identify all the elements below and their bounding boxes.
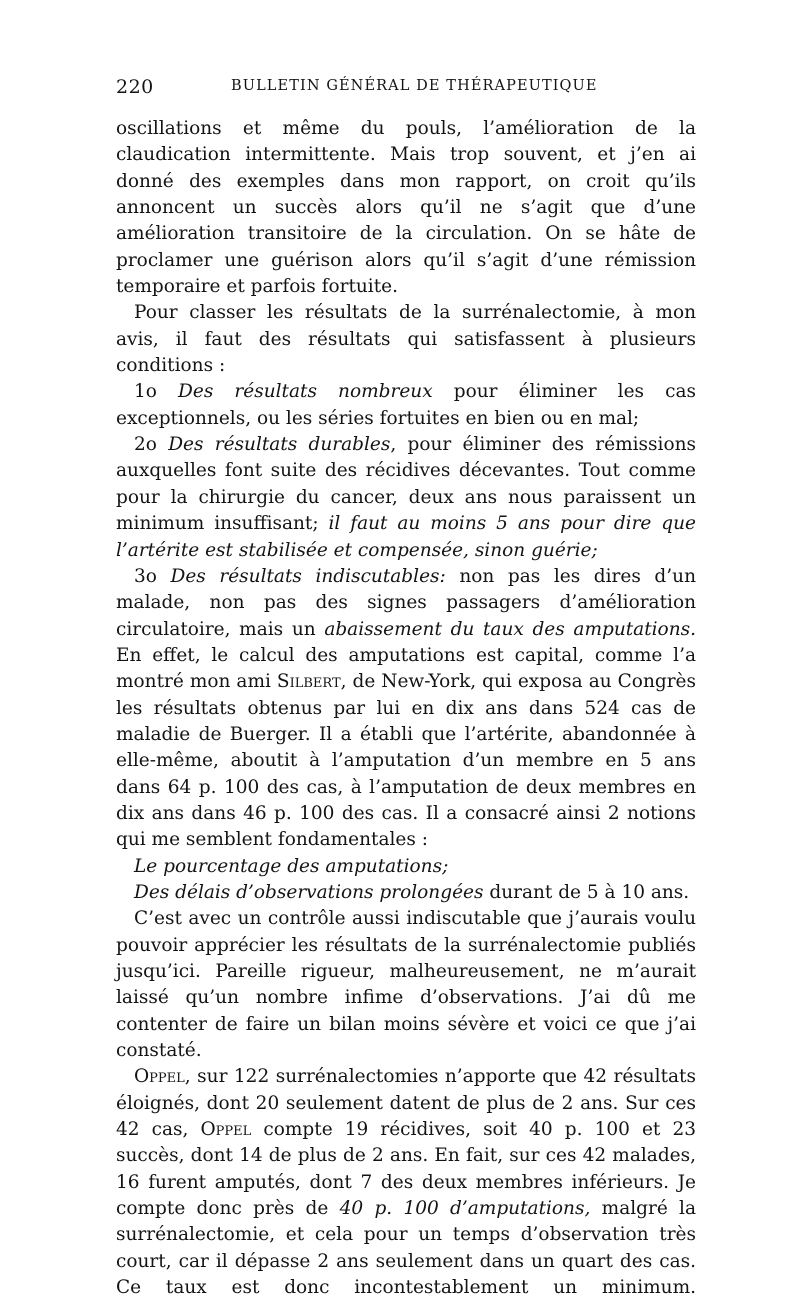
notion-2	[116, 880, 696, 906]
author-name-silbert: Silbert	[276, 671, 341, 693]
paragraph-9-text-3: malgré la surrénalectomie, et cela pour un temps d’observation très court, car il dépasse 2 ans seulement dans un quart des cas. Ce taux est donc incontestablement un minimum.	[116, 1198, 697, 1299]
page-header	[116, 76, 696, 102]
condition-3-title: Des résultats indiscutables:	[170, 565, 446, 587]
notion-1	[116, 854, 696, 880]
condition-1-title: Des résultats nombreux	[178, 381, 433, 403]
condition-1-text: pour éliminer les cas exceptionnels, ou les séries fortuites en bien ou en mal;	[116, 381, 697, 429]
author-name-oppel-2: Oppel	[200, 1119, 252, 1141]
condition-3-text-2: En effet, le calcul des amputations est capital, comme l’a montré mon ami	[116, 644, 696, 693]
condition-3-text-1: non pas les dires d’un malade, non pas des signes passagers d’amélioration circulatoire, mais un	[116, 565, 696, 640]
condition-3-number: 3o	[134, 565, 157, 587]
notion-2-title: Des délais d’observations prolongées	[134, 881, 484, 903]
condition-2	[116, 432, 696, 564]
body-text	[116, 116, 696, 1301]
condition-3-emphasis: abaissement du taux des amputations.	[324, 618, 696, 640]
condition-1-number: 1o	[134, 381, 157, 403]
notion-1-text: Le pourcentage des amputations;	[134, 855, 449, 877]
paragraph-2: Pour classer les résultats de la surrénalectomie, à mon avis, il faut des résultats qui satisfassent à plusieurs conditions :	[116, 302, 696, 377]
paragraph-9-text-2: compte 19 récidives, soit 40 p. 100 et 23 succès, dont 14 de plus de 2 ans. En fait, sur ces 42 malades, 16 furent amputés, dont 7 des deux membres inférieurs. Je compte donc près de	[116, 1119, 696, 1220]
condition-2-number: 2o	[134, 434, 157, 456]
notion-2-text: durant de 5 à 10 ans.	[483, 881, 690, 903]
paragraph-8: C’est avec un contrôle aussi indiscutable que j’aurais voulu pouvoir apprécier les résultats de la surrénalectomie publiés jusqu’ici. Pareille rigueur, malheureusement, ne m’aurait laissé qu’un nombre infime d’observations. J’ai dû me contenter de faire un bilan moins sévère et voici ce que j’ai constaté.	[116, 908, 696, 1062]
condition-1	[116, 379, 696, 432]
paragraph-9-emphasis: 40 p. 100 d’amputations,	[339, 1198, 591, 1220]
running-title: BULLETIN GÉNÉRAL DE THÉRAPEUTIQUE	[231, 78, 598, 94]
author-name-oppel-1: Oppel	[134, 1066, 185, 1088]
condition-2-emphasis: il faut au moins 5 ans pour dire que l’artérite est stabilisée et compensée, sinon guérie;	[116, 513, 696, 561]
condition-3	[116, 564, 696, 854]
page-number: 220	[116, 76, 154, 98]
paragraph-9	[116, 1064, 696, 1301]
condition-2-text: , pour éliminer des rémissions auxquelles font suite des récidives décevantes. Tout comme pour la chirurgie du cancer, deux ans nous paraissent un minimum insuffisant;	[116, 434, 696, 535]
condition-3-text-3: , de New-York, qui exposa au Congrès les résultats obtenus par lui en dix ans dans 524 cas de maladie de Buerger. Il a établi que l’artérite, abandonnée à elle-même, aboutit à l’amputation d’un membre en 5 ans dans 64 p. 100 des cas, à l’amputation de deux membres en dix ans dans 46 p. 100 des cas. Il a consacré ainsi 2 notions qui me semblent fondamentales :	[116, 671, 696, 851]
paragraph-1: oscillations et même du pouls, l’amélioration de la claudication intermittente. Mais trop souvent, et j’en ai donné des exemples dans mon rapport, on croit qu’ils annoncent un succès alors qu’il ne s’agit que d’une amélioration transitoire de la circulation. On se hâte de proclamer une guérison alors qu’il s’agit d’une rémission temporaire et parfois fortuite.	[116, 118, 696, 298]
condition-2-title: Des résultats durables	[168, 434, 391, 456]
paragraph-9-text-1: , sur 122 surrénalectomies n’apporte que 42 résultats éloignés, dont 20 seulement datent de plus de 2 ans. Sur ces 42 cas,	[116, 1066, 696, 1141]
